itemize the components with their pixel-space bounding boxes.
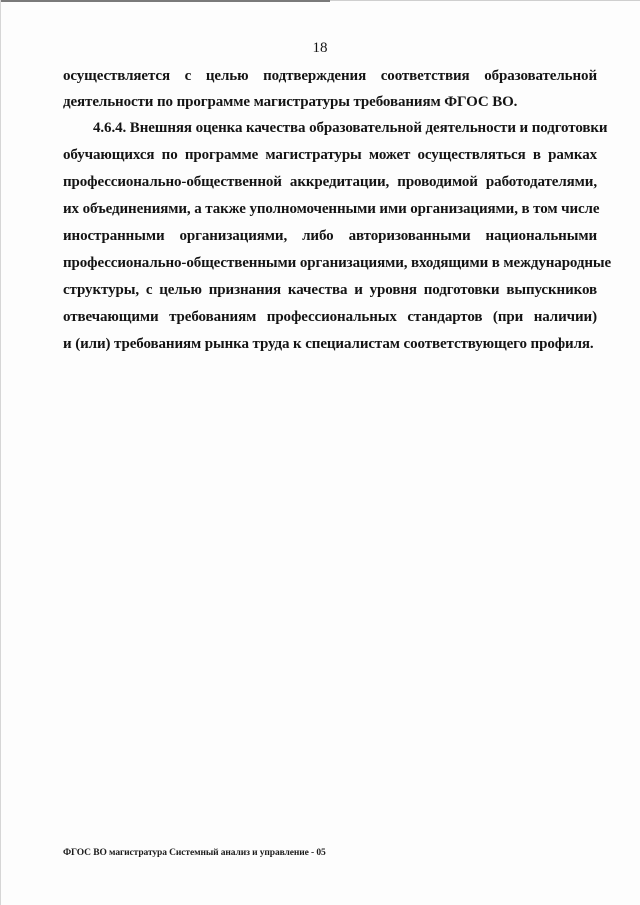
text-line: отвечающими требованиям профессиональных стандартов (при наличии) [63, 309, 597, 325]
scan-edge-top-right [330, 0, 640, 1]
text-line: профессионально-общественными организациями, входящими в международные [63, 255, 612, 271]
text-line: профессионально-общественной аккредитации, проводимой работодателями, [63, 174, 597, 190]
scan-edge-left [0, 0, 1, 905]
text-line: и (или) требованиям рынка труда к специалистам соответствующего профиля. [63, 336, 594, 352]
scan-edge-top [0, 0, 330, 2]
page-number: 18 [312, 40, 328, 56]
text-line: структуры, с целью признания качества и уровня подготовки выпускников [63, 282, 597, 298]
text-line: их объединениями, а также уполномоченными ими организациями, в том числе [63, 201, 600, 217]
text-line: обучающихся по программе магистратуры может осуществляться в рамках [63, 147, 597, 163]
text-line: осуществляется с целью подтверждения соответствия образовательной [63, 68, 597, 84]
text-line: деятельности по программе магистратуры требованиям ФГОС ВО. [63, 94, 518, 110]
text-line: иностранными организациями, либо авторизованными национальными [63, 228, 597, 244]
footer-note: ФГОС ВО магистратура Системный анализ и управление - 05 [63, 848, 326, 858]
text-line: 4.6.4. Внешняя оценка качества образовательной деятельности и подготовки [93, 120, 608, 136]
